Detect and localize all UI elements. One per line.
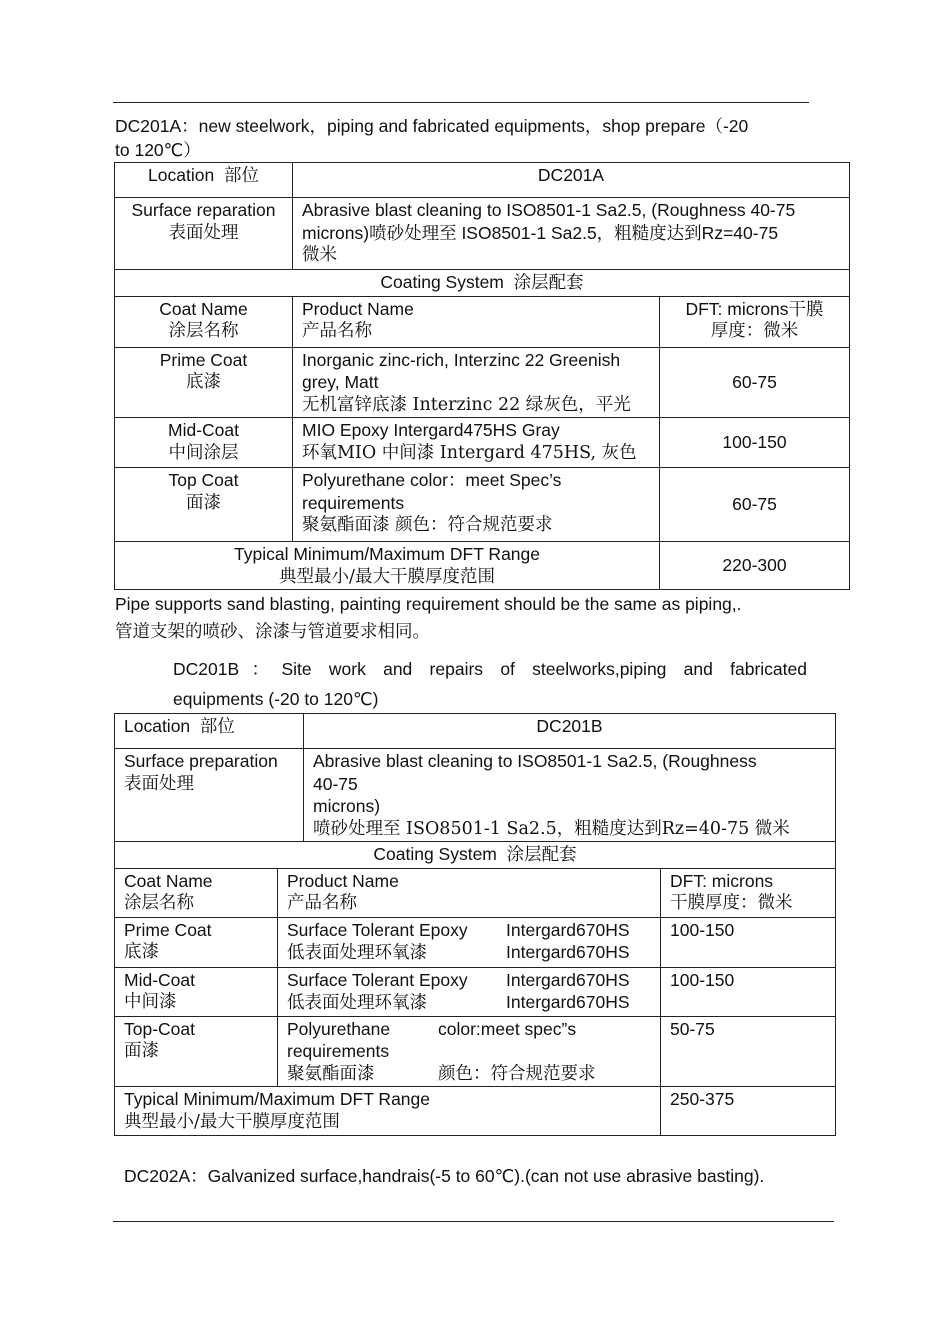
product-name: Surface Tolerant Epoxy Intergard670HS 低表面处理环氧漆 Intergard670HS: [278, 917, 661, 967]
table-row: [115, 967, 836, 1016]
coating-table-dc201a: [114, 162, 850, 590]
dft-value: 100-150: [661, 967, 836, 1016]
table-header-row: [115, 868, 836, 917]
surface-label: Surface reparation 表面处理: [115, 198, 293, 270]
col-coat-header: Coat Name 涂层名称: [115, 868, 278, 917]
table-row: [115, 198, 850, 270]
dft-value: 50-75: [661, 1016, 836, 1087]
table-row: [115, 917, 836, 967]
coat-name: Top Coat 面漆: [115, 468, 293, 542]
range-value: 220-300: [660, 542, 850, 590]
section-a-heading: DC201A：new steelwork，piping and fabricated equipments，shop prepare（-20 to 120℃）: [115, 116, 749, 160]
col-dft-header: DFT: microns 干膜厚度：微米: [661, 868, 836, 917]
coat-name: Prime Coat 底漆: [115, 917, 278, 967]
location-label: Location 部位: [115, 714, 304, 749]
surface-label: Surface preparation 表面处理: [115, 749, 304, 842]
table-header-row: [115, 296, 850, 347]
surface-value: Abrasive blast cleaning to ISO8501-1 Sa2.5, (Roughness 40-75 microns) 喷砂处理至 ISO8501-1 Sa2.5，粗糙度达到Rz=40-75 微米: [304, 749, 836, 842]
range-label: Typical Minimum/Maximum DFT Range 典型最小/最大干膜厚度范围: [115, 1087, 661, 1136]
table-row: [115, 542, 850, 590]
product-name: Inorganic zinc-rich, Interzinc 22 Greenish grey, Matt 无机富锌底漆 Interzinc 22 绿灰色，平光: [293, 347, 660, 418]
dft-value: 100-150: [661, 917, 836, 967]
location-value: DC201B: [304, 714, 836, 749]
col-product-header: Product Name 产品名称: [278, 868, 661, 917]
table-row: [115, 714, 836, 749]
range-value: 250-375: [661, 1087, 836, 1136]
col-coat-header: Coat Name 涂层名称: [115, 296, 293, 347]
table-row: [115, 347, 850, 418]
table-row: [115, 749, 836, 842]
col-product-header: Product Name 产品名称: [293, 296, 660, 347]
coat-name: Top-Coat 面漆: [115, 1016, 278, 1087]
table-row: [115, 418, 850, 468]
coating-system-label: Coating System 涂层配套: [115, 270, 850, 297]
table-row: [115, 163, 850, 198]
section-c-heading: DC202A：Galvanized surface,handrais(-5 to 60℃).(can not use abrasive basting).: [124, 1166, 765, 1186]
bottom-rule: [113, 1221, 834, 1222]
location-value: DC201A: [293, 163, 850, 198]
col-dft-header: DFT: microns干膜 厚度：微米: [660, 296, 850, 347]
dft-value: 60-75: [660, 347, 850, 418]
product-name: Surface Tolerant Epoxy Intergard670HS 低表面处理环氧漆 Intergard670HS: [278, 967, 661, 1016]
table-row: [115, 1016, 836, 1087]
top-rule: [113, 102, 809, 103]
product-name: Polyurethane color:meet spec”s requirements 聚氨酯面漆 颜色：符合规范要求: [278, 1016, 661, 1087]
coating-system-label: Coating System 涂层配套: [115, 842, 836, 869]
pipe-support-note: Pipe supports sand blasting, painting requirement should be the same as piping,. 管道支架的喷砂、涂漆与管道要求相同。: [115, 594, 742, 642]
table-row: [115, 270, 850, 297]
location-label: Location 部位: [115, 163, 293, 198]
range-label: Typical Minimum/Maximum DFT Range 典型最小/最大干膜厚度范围: [115, 542, 660, 590]
coat-name: Prime Coat 底漆: [115, 347, 293, 418]
product-name: MIO Epoxy Intergard475HS Gray 环氧MIO 中间漆 Intergard 475HS, 灰色: [293, 418, 660, 468]
table-row: [115, 1087, 836, 1136]
table-row: [115, 468, 850, 542]
product-name: Polyurethane color：meet Spec’s requirements 聚氨酯面漆 颜色：符合规范要求: [293, 468, 660, 542]
dft-value: 60-75: [660, 468, 850, 542]
table-row: [115, 842, 836, 869]
coat-name: Mid-Coat 中间漆: [115, 967, 278, 1016]
dft-value: 100-150: [660, 418, 850, 468]
surface-value: Abrasive blast cleaning to ISO8501-1 Sa2.5, (Roughness 40-75 microns)喷砂处理至 ISO8501-1 Sa2.5，粗糙度达到Rz=40-75 微米: [293, 198, 850, 270]
coat-name: Mid-Coat 中间涂层: [115, 418, 293, 468]
section-b-heading: DC201B：Site work and repairs of steelworks,piping and fabricated equipments (-20 to 120℃): [173, 659, 807, 709]
coating-table-dc201b: [114, 713, 836, 1136]
